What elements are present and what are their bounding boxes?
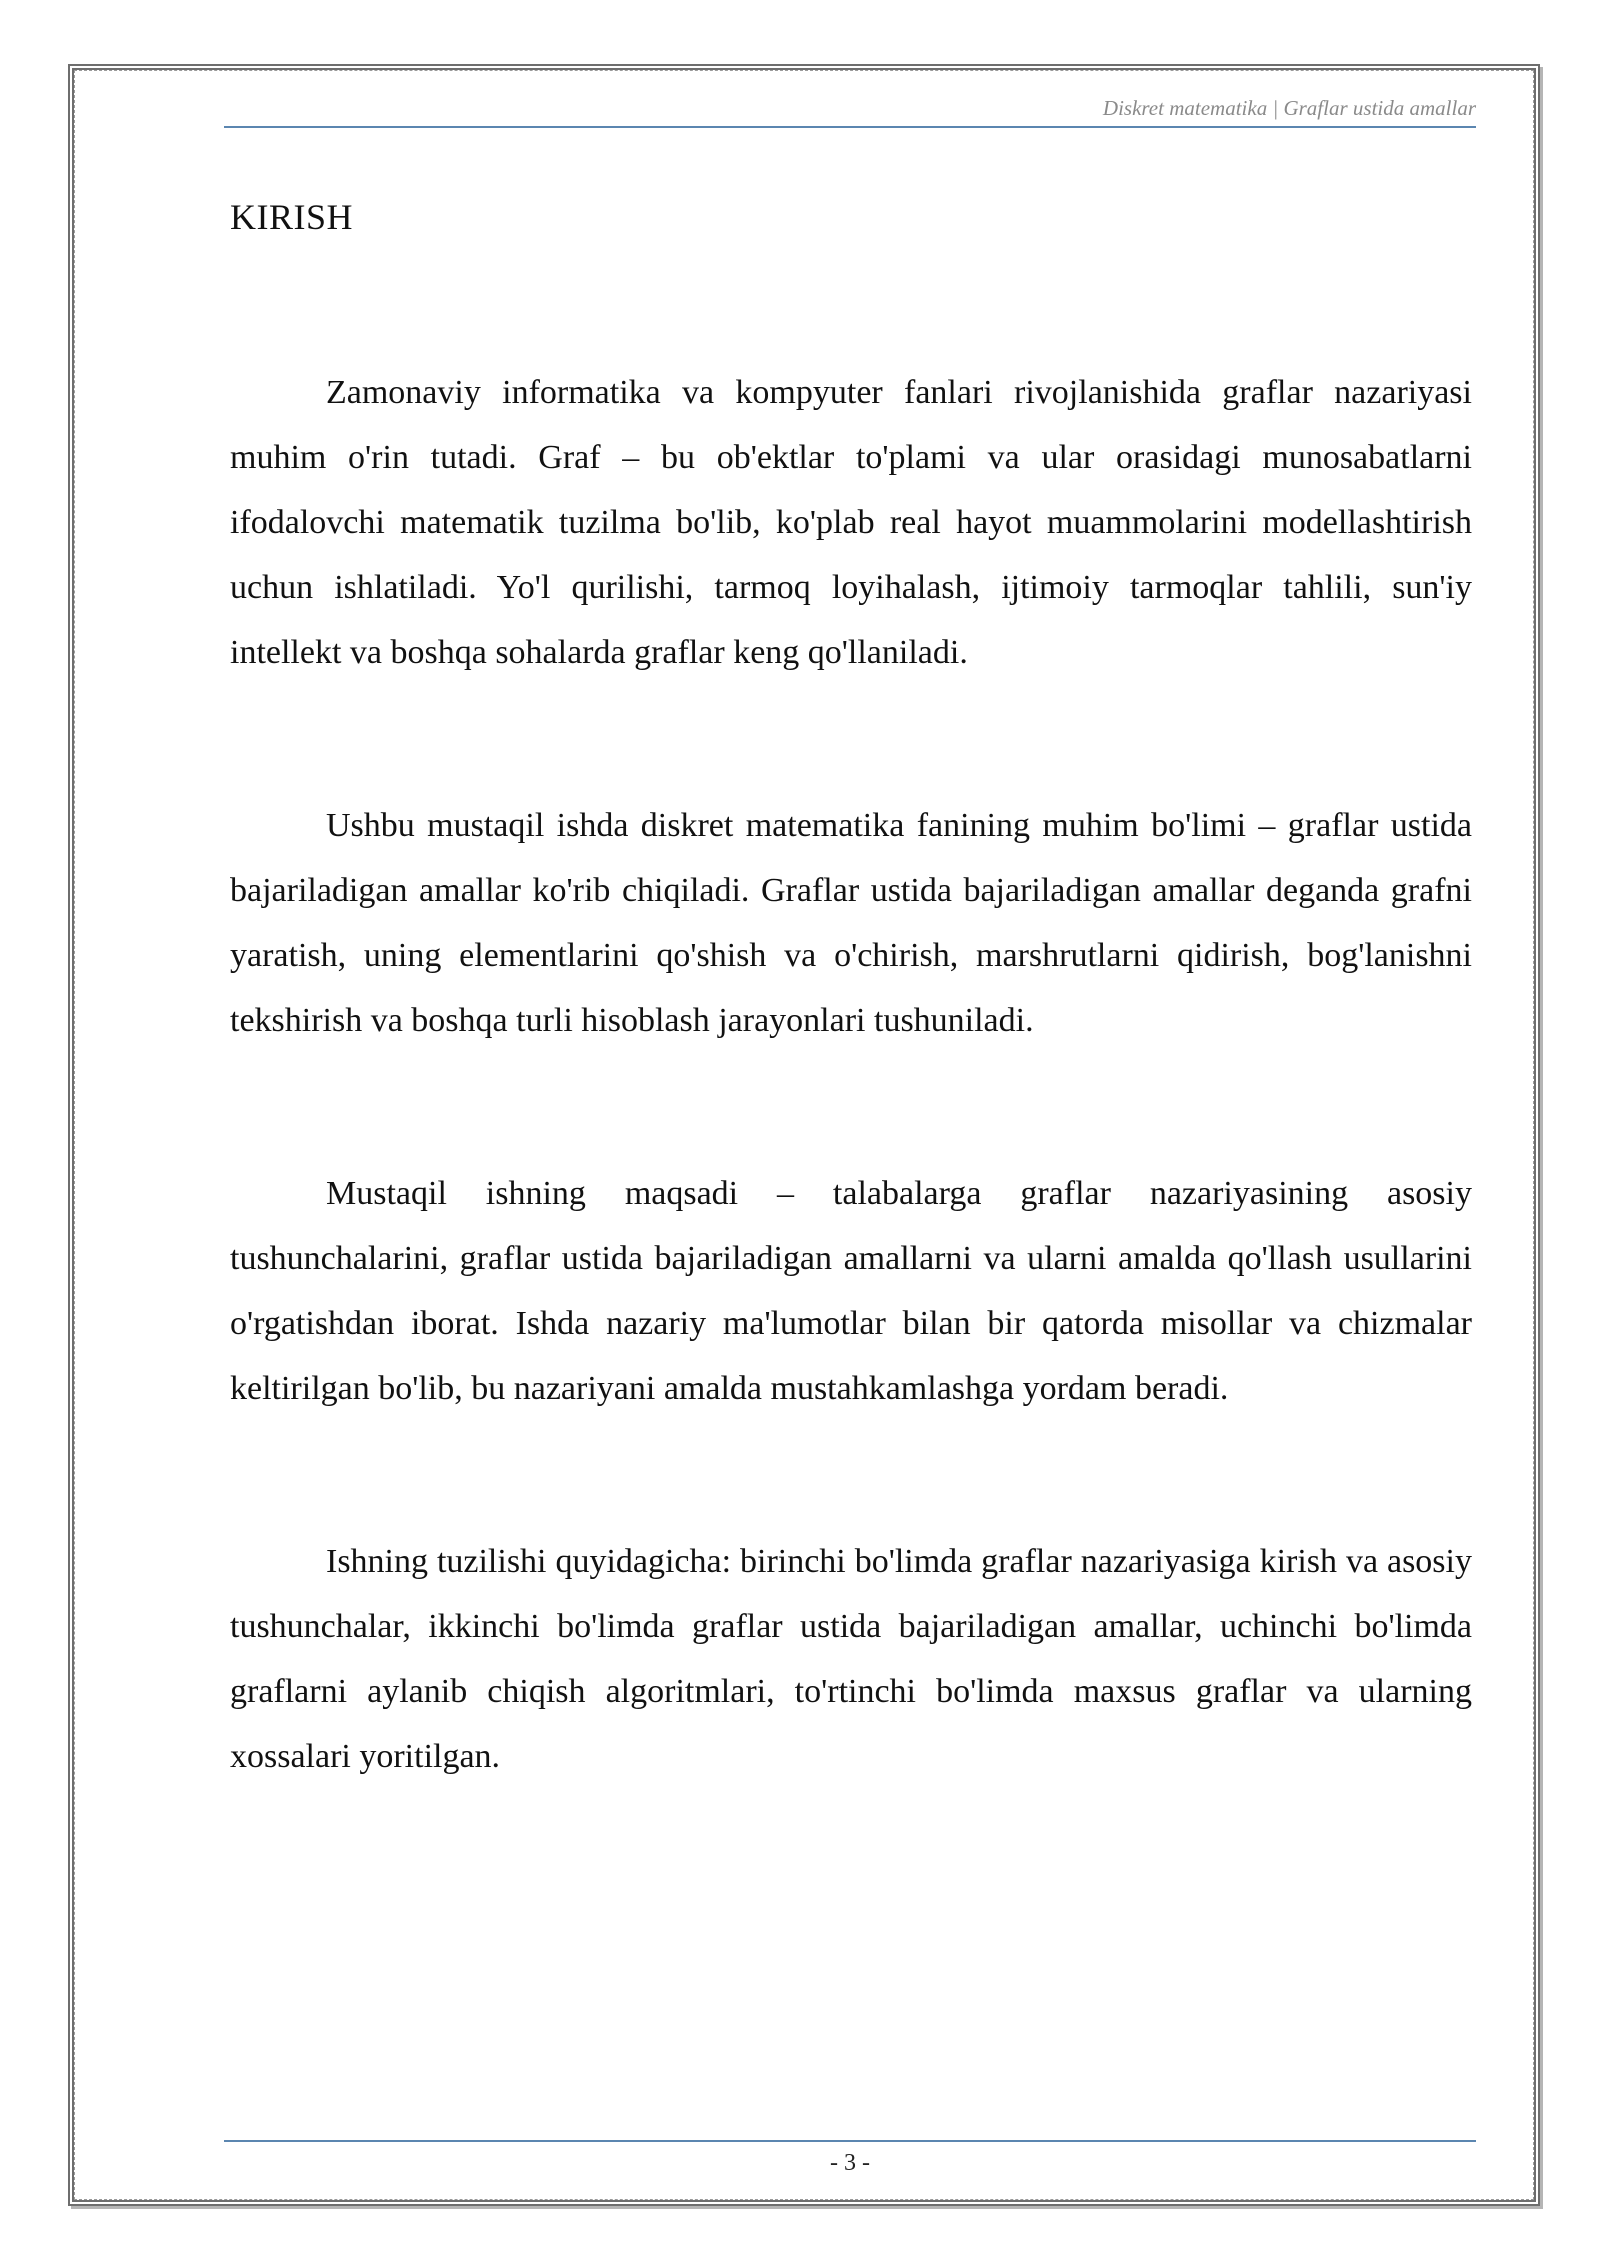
paragraph: Mustaqil ishning maqsadi – talabalarga graflar nazariyasining asosiy tushunchalarini, graflar ustida bajariladigan amallarni va ularni amalda qo'llash usullarini o'rgatishdan iborat. Ishda nazariy ma'lumotlar bilan bir qatorda misollar va chizmalar keltirilgan bo'lib, bu nazariyani amalda mustahkamlashga yordam beradi. <box>230 1175 1472 1407</box>
section-heading: KIRISH <box>230 197 354 237</box>
paragraph: Ushbu mustaqil ishda diskret matematika fanining muhim bo'limi – graflar ustida bajariladigan amallar ko'rib chiqiladi. Graflar ustida bajariladigan amallar deganda grafni yaratish, uning elementlarini qo'shish va o'chirish, marshrutlarni qidirish, bog'lanishni tekshirish va boshqa turli hisoblash jarayonlari tushuniladi. <box>230 807 1472 1039</box>
paragraph: Ishning tuzilishi quyidagicha: birinchi bo'limda graflar nazariyasiga kirish va asosiy tushunchalar, ikkinchi bo'limda graflar ustida bajariladigan amallar, uchinchi bo'limda graflarni aylanib chiqish algoritmlari, to'rtinchi bo'limda maxsus graflar va ularning xossalari yoritilgan. <box>230 1543 1472 1775</box>
running-header: Diskret matematika | Graflar ustida amallar <box>1102 96 1476 120</box>
paragraph: Zamonaviy informatika va kompyuter fanlari rivojlanishida graflar nazariyasi muhim o'rin tutadi. Graf – bu ob'ektlar to'plami va ular orasidagi munosabatlarni ifodalovchi matematik tuzilma bo'lib, ko'plab real hayot muammolarini modellashtirish uchun ishlatiladi. Yo'l qurilishi, tarmoq loyihalash, ijtimoiy tarmoqlar tahlili, sun'iy intellekt va boshqa sohalarda graflar keng qo'llaniladi. <box>230 374 1472 671</box>
header-divider <box>224 126 1476 128</box>
page-number: - 3 - <box>830 2150 870 2176</box>
footer-divider <box>224 2140 1476 2142</box>
body-text <box>230 360 1472 1897</box>
